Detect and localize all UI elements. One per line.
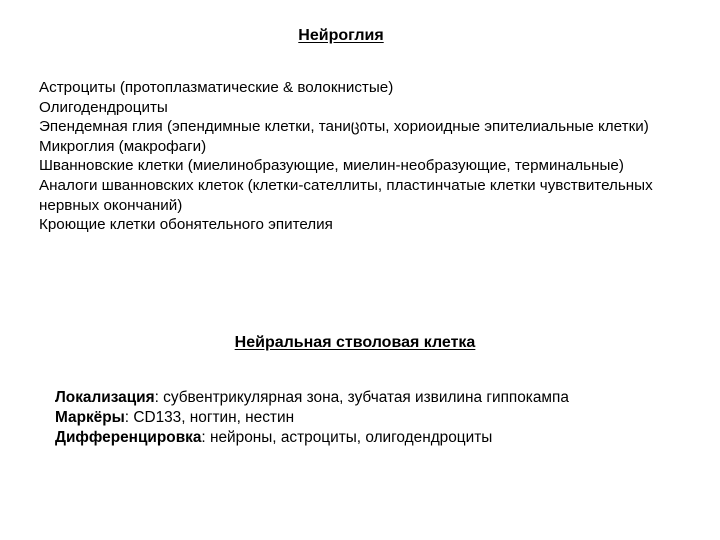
list-item-oligodendrocytes: Олигодендроциты [39,98,168,116]
detail-value-differentiation: : нейроны, астроциты, олигодендроциты [201,429,493,446]
detail-key-markers: Маркёры [55,409,125,426]
detail-key-localization: Локализация [55,389,155,406]
detail-row-markers [55,408,705,428]
neuroglia-list [39,78,704,235]
detail-value-markers: : CD133, ногтин, нестин [124,409,295,426]
detail-value-localization: : субвентрикулярная зона, зубчатая извилина гиппокампа [154,389,569,406]
section-title-neuroglia: Нейроглия [298,27,384,44]
stem-cell-details [55,388,705,448]
list-item-astrocytes: Астроциты (протоплазматические & волокнистые) [39,79,394,96]
list-item-ependymal-glia: Эпендемная глия (эпендимные клетки, таниციты, хориоидные эпителиальные клетки) [39,118,649,136]
detail-row-localization [55,388,705,408]
detail-key-differentiation: Дифференцировка [55,429,202,446]
section-title-neural-stem-cell: Нейральная стволовая клетка [234,334,476,351]
list-item-microglia: Микроглия (макрофаги) [39,137,207,155]
list-item-schwann-cells: Шванновские клетки (миелинобразующие, миелин-необразующие, терминальные) [39,157,624,175]
list-item-schwann-analogs: Аналоги шванновских клеток (клетки-сателлиты, пластинчатые клетки чувствительных нервных окончаний) [39,176,653,214]
list-item-olfactory-ensheathing: Кроющие клетки обонятельного эпителия [39,216,333,234]
detail-row-differentiation [55,428,705,448]
